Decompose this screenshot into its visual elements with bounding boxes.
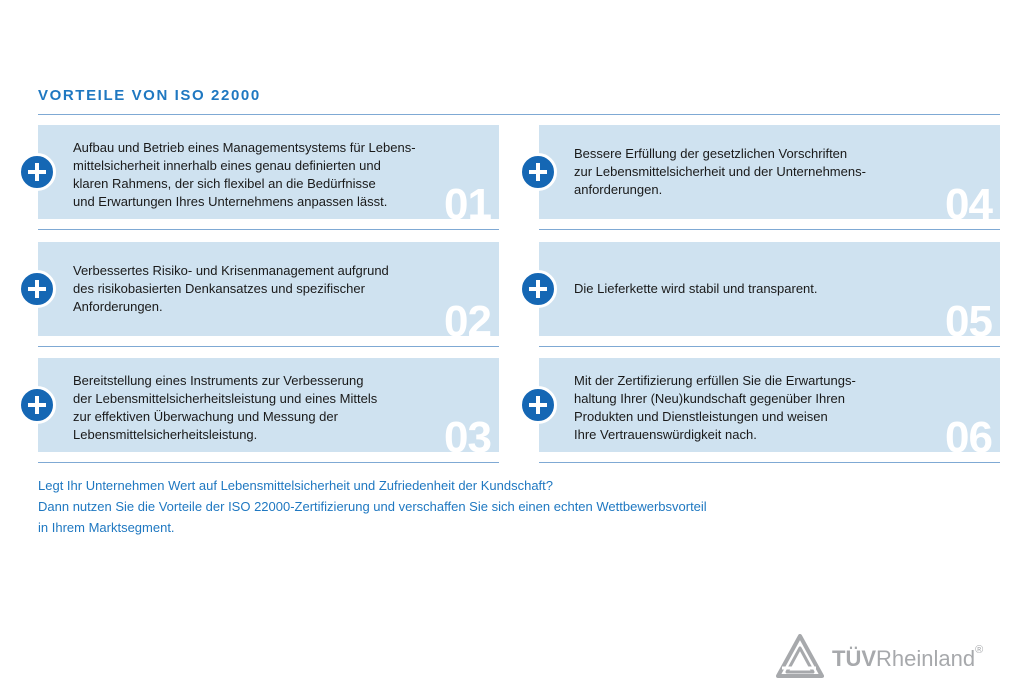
footer-line: in Ihrem Marktsegment. — [38, 520, 175, 535]
benefit-number: 03 — [444, 413, 491, 462]
footer-paragraph — [38, 475, 838, 538]
card-divider — [38, 346, 499, 347]
card-divider — [38, 229, 499, 230]
benefit-text: Mit der Zertifizierung erfüllen Sie die Erwartungs- haltung Ihrer (Neu)kundschaft gegenüber Ihren Produkten und Dienstleistungen und weisen Ihre Vertrauenswürdigkeit nach. — [574, 373, 856, 442]
benefit-number: 05 — [945, 297, 992, 346]
benefit-card-2 — [38, 242, 499, 346]
benefit-text: Verbessertes Risiko- und Krisenmanagement aufgrund des risikobasierten Denkansatzes und spezifischer Anforderungen. — [73, 263, 389, 314]
tuv-rheinland-logo — [776, 632, 1016, 680]
card-divider — [539, 462, 1000, 463]
benefit-text: Aufbau und Betrieb eines Managementsystems für Lebens- mittelsicherheit innerhalb eines genau definierten und klaren Rahmens, der sich flexibel an die Bedürfnisse und Erwartungen Ihres Unternehmens anpassen lässt. — [73, 140, 416, 209]
benefit-text: Bessere Erfüllung der gesetzlichen Vorschriften zur Lebensmittelsicherheit und der Unternehmens- anforderungen. — [574, 146, 866, 197]
benefit-card-1 — [38, 125, 499, 229]
plus-icon — [519, 386, 557, 424]
plus-icon — [18, 386, 56, 424]
title-divider — [38, 114, 1000, 115]
benefit-text: Die Lieferkette wird stabil und transparent. — [574, 281, 818, 296]
triangle-logo-icon — [776, 634, 824, 678]
footer-line: Legt Ihr Unternehmen Wert auf Lebensmittelsicherheit und Zufriedenheit der Kundschaft? — [38, 478, 554, 493]
benefit-number: 01 — [444, 180, 491, 229]
benefit-number: 04 — [945, 180, 992, 229]
benefit-text: Bereitstellung eines Instruments zur Verbesserung der Lebensmittelsicherheitsleistung und eines Mittels zur effektiven Überwachung und Messung der Lebensmittelsicherheitsleistung. — [73, 373, 378, 442]
plus-icon — [519, 270, 557, 308]
card-divider — [539, 346, 1000, 347]
benefit-card-4 — [539, 125, 1000, 229]
plus-icon — [18, 270, 56, 308]
benefit-card-5 — [539, 242, 1000, 346]
logo-wordmark — [832, 646, 983, 672]
card-divider — [539, 229, 1000, 230]
benefit-card-6 — [539, 358, 1000, 462]
registered-mark: ® — [975, 644, 984, 656]
footer-line: Dann nutzen Sie die Vorteile der ISO 22000-Zertifizierung und verschaffen Sie sich einen echten Wettbewerbsvorteil — [38, 499, 707, 514]
page-title: VORTEILE VON ISO 22000 — [38, 87, 261, 104]
plus-icon — [18, 153, 56, 191]
benefit-number: 02 — [444, 297, 491, 346]
benefit-card-3 — [38, 358, 499, 462]
logo-bold: TÜV — [832, 646, 876, 671]
benefit-number: 06 — [945, 413, 992, 462]
plus-icon — [519, 153, 557, 191]
logo-regular: Rheinland — [876, 646, 976, 671]
card-divider — [38, 462, 499, 463]
